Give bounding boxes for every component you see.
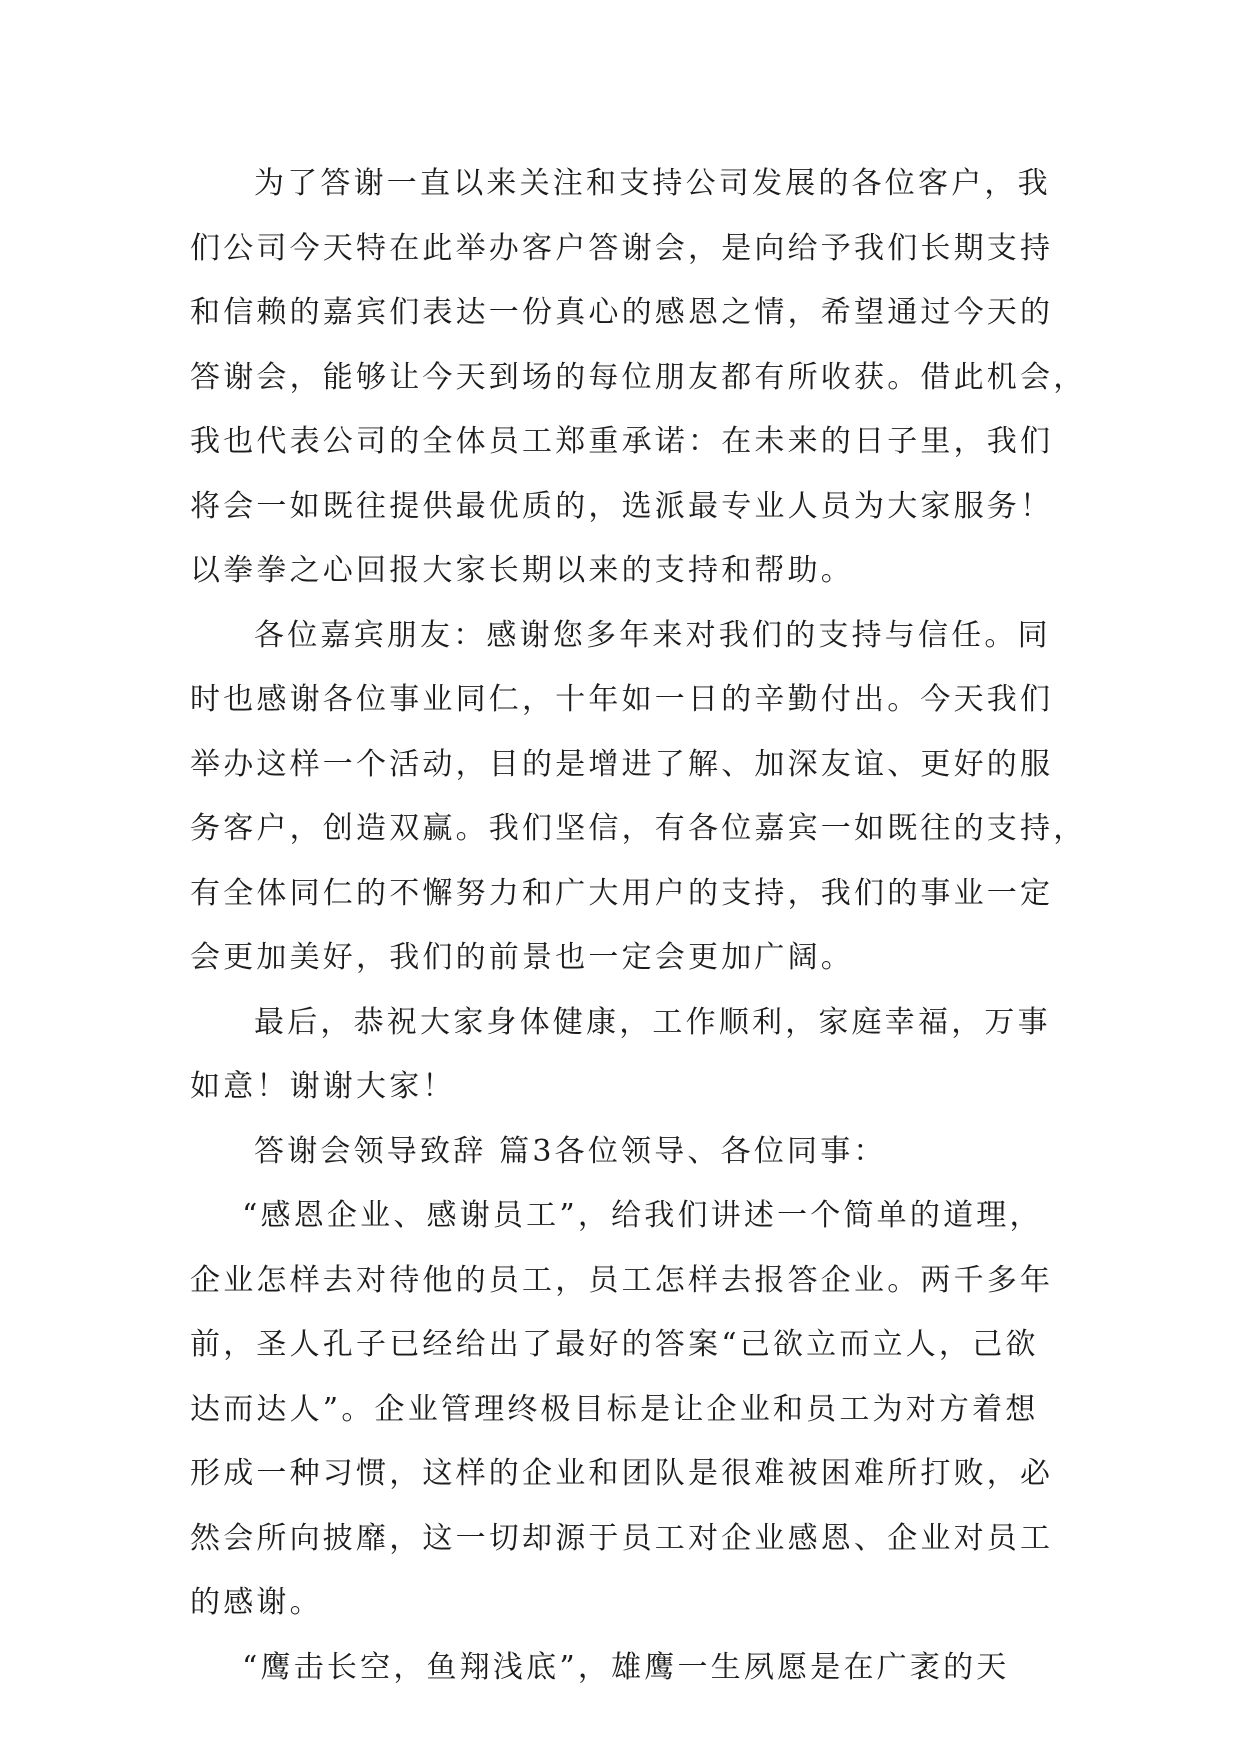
- paragraph-4-line-5: 形成一种习惯，这样的企业和团队是很难被困难所打败，必: [190, 1456, 1054, 1491]
- section-heading: 答谢会领导致辞 篇3各位领导、各位同事：: [254, 1133, 887, 1169]
- paragraph-4-line-6: 然会所向披靡，这一切却源于员工对企业感恩、企业对员工: [190, 1520, 1054, 1556]
- paragraph-1-line-1: 为了答谢一直以来关注和支持公司发展的各位客户，我: [254, 166, 1051, 201]
- paragraph-5-line-1: “鹰击长空，鱼翔浅底”，雄鹰一生夙愿是在广袤的天: [242, 1649, 1010, 1685]
- paragraph-4-line-2: 企业怎样去对待他的员工，员工怎样去报答企业。两千多年: [190, 1262, 1054, 1298]
- paragraph-1-line-5: 我也代表公司的全体员工郑重承诺：在未来的日子里，我们: [190, 424, 1054, 459]
- paragraph-2-line-4: 务客户，创造双赢。我们坚信，有各位嘉宾一如既往的支持，: [190, 811, 1087, 846]
- paragraph-1-line-6: 将会一如既往提供最优质的，选派最专业人员为大家服务！: [190, 488, 1054, 524]
- paragraph-3-line-2: 如意！谢谢大家！: [190, 1069, 456, 1104]
- paragraph-4-line-7: 的感谢。: [190, 1585, 323, 1620]
- paragraph-2-line-6: 会更加美好，我们的前景也一定会更加广阔。: [190, 940, 854, 975]
- paragraph-1-line-3: 和信赖的嘉宾们表达一份真心的感恩之情，希望通过今天的: [190, 295, 1054, 330]
- paragraph-2-line-5: 有全体同仁的不懈努力和广大用户的支持，我们的事业一定: [190, 875, 1054, 911]
- paragraph-4-line-1: “感恩企业、感谢员工”，给我们讲述一个简单的道理，: [242, 1198, 1043, 1233]
- paragraph-3-line-1: 最后，恭祝大家身体健康，工作顺利，家庭幸福，万事: [254, 1004, 1051, 1040]
- paragraph-1-line-2: 们公司今天特在此举办客户答谢会，是向给予我们长期支持: [190, 230, 1054, 266]
- paragraph-1-line-4: 答谢会，能够让今天到场的每位朋友都有所收获。借此机会，: [190, 359, 1087, 395]
- body-text: [190, 152, 1087, 1700]
- paragraph-4-line-4: 达而达人”。企业管理终极目标是让企业和员工为对方着想: [190, 1391, 1039, 1427]
- paragraph-4-line-3: 前，圣人孔子已经给出了最好的答案“己欲立而立人，己欲: [190, 1327, 1039, 1362]
- paragraph-2-line-3: 举办这样一个活动，目的是增进了解、加深友谊、更好的服: [190, 746, 1054, 782]
- paragraph-2-line-1: 各位嘉宾朋友：感谢您多年来对我们的支持与信任。同: [254, 617, 1051, 653]
- paragraph-2-line-2: 时也感谢各位事业同仁，十年如一日的辛勤付出。今天我们: [190, 682, 1054, 717]
- paragraph-1-line-7: 以拳拳之心回报大家长期以来的支持和帮助。: [190, 553, 854, 588]
